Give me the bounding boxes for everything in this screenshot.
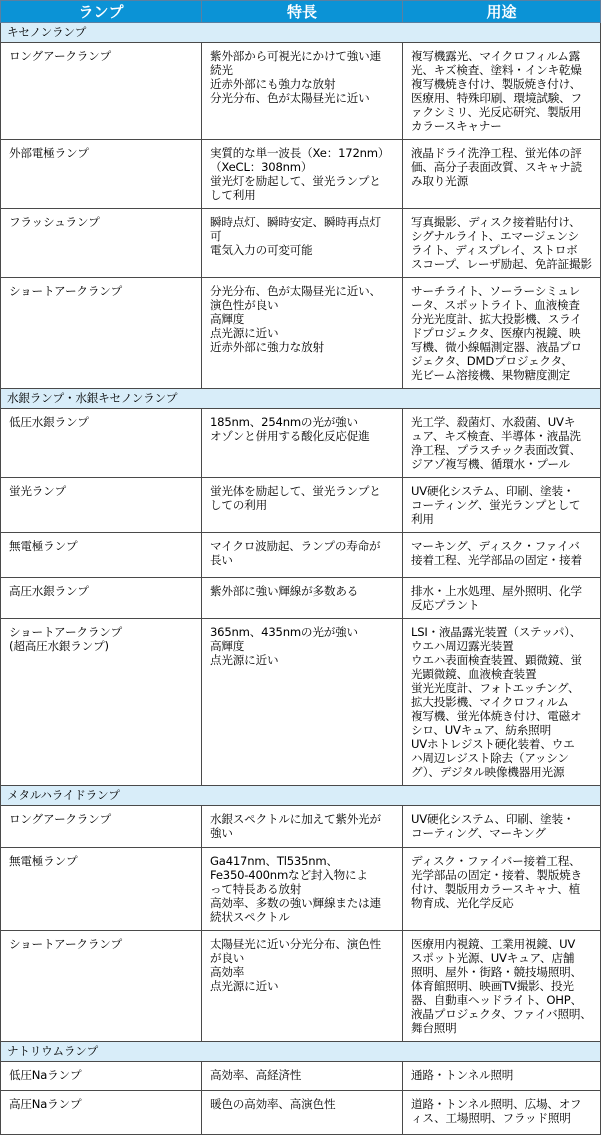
use-cell xyxy=(403,478,601,533)
feature-cell xyxy=(202,533,403,578)
use-cell-line: み取り光源 xyxy=(411,174,468,188)
use-cell-line: グ）、デジタル映像機器用光源 xyxy=(411,765,565,779)
feature-cell-line: （XeCL：308nm） xyxy=(210,160,313,174)
use-cell-line: 複写機露光、マイクロフィルム露 xyxy=(411,49,581,63)
use-cell-line: 価、高分子表面改質、スキャナ読 xyxy=(411,160,582,174)
lamp-cell-line: ロングアークランプ xyxy=(9,812,111,826)
use-cell-line: コーティング、マーキング xyxy=(411,826,546,840)
table-row xyxy=(1,478,601,533)
header-use: 用途 xyxy=(403,1,601,23)
lamp-cell-line: ショートアークランプ xyxy=(9,625,123,639)
table-row xyxy=(1,1091,601,1135)
use-cell-line: 反応プラント xyxy=(411,598,480,612)
feature-cell xyxy=(202,578,403,619)
section-row xyxy=(1,786,601,806)
use-cell-line: ディスク・ファイバー接着工程、 xyxy=(411,854,581,868)
lamp-cell xyxy=(1,1091,202,1135)
feature-cell-line: 水銀スペクトルに加えて紫外光が xyxy=(210,812,381,826)
use-cell-line: 分光光度計、拡大投影機、スライ xyxy=(411,312,582,326)
feature-cell xyxy=(202,278,403,389)
table-row xyxy=(1,848,601,931)
lamp-cell-line: フラッシュランプ xyxy=(9,215,100,229)
use-cell-line: マーキング、ディスク・ファイバ xyxy=(411,539,580,553)
feature-cell xyxy=(202,209,403,278)
use-cell xyxy=(403,1062,601,1091)
use-cell-line: 複写機焼き付け、製版焼き付け、 xyxy=(411,77,581,91)
lamp-cell-line: 無電極ランプ xyxy=(9,539,78,553)
table-row xyxy=(1,619,601,786)
use-cell-line: 器、自動車ヘッドライト、OHP、 xyxy=(411,993,582,1007)
use-cell-line: 浄工程、プラスチック表面改質、 xyxy=(411,443,581,457)
use-cell-line: ァクシミリ、光反応研究、製版用 xyxy=(411,105,582,119)
feature-cell xyxy=(202,806,403,848)
use-cell-line: ハ周辺レジスト除去（アッシン xyxy=(411,751,569,765)
lamp-cell-line: 無電極ランプ xyxy=(9,854,78,868)
lamp-cell-line: ショートアークランプ xyxy=(9,937,123,951)
feature-cell-line: 近赤外部にも強力な放射 xyxy=(210,77,336,91)
feature-cell xyxy=(202,1062,403,1091)
use-cell-line: 液晶プロジェクタ、ファイバ照明、 xyxy=(411,1007,592,1021)
use-cell-line: ィス、工場照明、フラッド照明 xyxy=(411,1111,571,1125)
table-row xyxy=(1,278,601,389)
use-cell-line: サーチライト、ソーラーシミュレ xyxy=(411,284,581,298)
feature-cell-line: Fe350-400nmなど封入物によ xyxy=(210,868,368,882)
use-cell-line: 照明、屋外・街路・競技場照明、 xyxy=(411,965,582,979)
lamp-cell-line: 低圧Naランプ xyxy=(9,1068,82,1082)
use-cell-line: 医療用、特殊印刷、環境試験、フ xyxy=(411,91,582,105)
use-cell-line: 付け、製版用カラースキャナ、植 xyxy=(411,882,581,896)
use-cell xyxy=(403,533,601,578)
use-cell-line: LSI・液晶露光装置（ステッパ）、 xyxy=(411,625,582,639)
lamp-cell xyxy=(1,209,202,278)
lamp-cell-line: (超高圧水銀ランプ) xyxy=(9,639,109,653)
feature-cell-line: 続光 xyxy=(210,63,233,77)
use-cell xyxy=(403,848,601,931)
table-row xyxy=(1,931,601,1042)
feature-cell xyxy=(202,1091,403,1135)
use-cell-line: 光ビーム溶接機、果物糖度測定 xyxy=(411,368,571,382)
feature-cell-line: 太陽昼光に近い分光分布、演色性 xyxy=(210,937,381,951)
header-row xyxy=(1,1,601,23)
use-cell-line: ウエハ表面検査装置、顕微鏡、蛍 xyxy=(411,653,582,667)
feature-cell-line: 蛍光体を励起して、蛍光ランプと xyxy=(210,484,381,498)
use-cell xyxy=(403,140,601,209)
lamp-cell xyxy=(1,578,202,619)
use-cell-line: スポット光源、UVキュア、店舗 xyxy=(411,951,575,965)
header-feature: 特長 xyxy=(202,1,403,23)
table-row xyxy=(1,533,601,578)
feature-cell-line: 蛍光灯を励起して、蛍光ランプと xyxy=(210,174,381,188)
feature-cell xyxy=(202,478,403,533)
use-cell-line: ジェクタ、DMDプロジェクタ、 xyxy=(411,354,573,368)
feature-cell-line: 演色性が良い xyxy=(210,298,279,312)
use-cell xyxy=(403,278,601,389)
lamp-cell-line: ロングアークランプ xyxy=(9,49,111,63)
use-cell-line: UVホトレジスト硬化装着、ウエ xyxy=(411,737,575,751)
use-cell-line: 利用 xyxy=(411,512,434,526)
use-cell-line: スコープ、レーザ励起、免許証撮影 xyxy=(411,257,592,271)
feature-cell-line: 電気入力の可変可能 xyxy=(210,243,313,257)
lamp-cell xyxy=(1,478,202,533)
feature-cell-line: して利用 xyxy=(210,188,256,202)
lamp-cell-line: 蛍光ランプ xyxy=(9,484,66,498)
lamp-cell xyxy=(1,1062,202,1091)
use-cell-line: カラースキャナー xyxy=(411,119,502,133)
lamp-cell xyxy=(1,931,202,1042)
use-cell-line: 写真撮影、ディスク接着貼付け、 xyxy=(411,215,581,229)
use-cell-line: 接着工程、光学部品の固定・接着 xyxy=(411,553,582,567)
use-cell xyxy=(403,619,601,786)
feature-cell-line: 365nm、435nmの光が強い xyxy=(210,625,358,639)
use-cell-line: 拡大投影機、マイクロフィルム xyxy=(411,695,569,709)
feature-cell-line: 点光源に近い xyxy=(210,326,279,340)
feature-cell-line: 点光源に近い xyxy=(210,979,279,993)
use-cell-line: 光顕微鏡、血液検査装置 xyxy=(411,667,537,681)
feature-cell-line: 高輝度 xyxy=(210,312,245,326)
feature-cell-line: 強い xyxy=(210,826,233,840)
lamp-cell-line: 低圧水銀ランプ xyxy=(9,415,89,429)
feature-cell-line: 可 xyxy=(210,229,222,243)
use-cell xyxy=(403,1091,601,1135)
table-row xyxy=(1,578,601,619)
lamp-cell-line: ショートアークランプ xyxy=(9,284,123,298)
use-cell-line: 通路・トンネル照明 xyxy=(411,1068,514,1082)
use-cell-line: 体育館照明、映画TV撮影、投光 xyxy=(411,979,574,993)
feature-cell xyxy=(202,848,403,931)
table-row xyxy=(1,43,601,140)
lamp-cell-line: 高圧Naランプ xyxy=(9,1097,82,1111)
feature-cell-line: Ga417nm、Tl535nm、 xyxy=(210,854,338,868)
lamp-cell xyxy=(1,533,202,578)
section-row xyxy=(1,389,601,409)
feature-cell-line: マイクロ波励起、ランプの寿命が xyxy=(210,539,381,553)
feature-cell-line: 高効率、多数の強い輝線または連 xyxy=(210,896,381,910)
feature-cell xyxy=(202,140,403,209)
use-cell-line: 蛍光光度計、フォトエッチング、 xyxy=(411,681,580,695)
feature-cell xyxy=(202,619,403,786)
feature-cell-line: しての利用 xyxy=(210,498,267,512)
use-cell-line: ータ、スポットライト、血液検査 xyxy=(411,298,580,312)
feature-cell-line: 長い xyxy=(210,553,233,567)
lamp-cell xyxy=(1,848,202,931)
section-title: メタルハライドランプ xyxy=(1,786,601,806)
use-cell xyxy=(403,409,601,478)
use-cell xyxy=(403,43,601,140)
feature-cell-line: 高輝度 xyxy=(210,639,245,653)
use-cell xyxy=(403,578,601,619)
use-cell-line: 排水・上水処理、屋外照明、化学 xyxy=(411,584,582,598)
use-cell xyxy=(403,209,601,278)
feature-cell-line: 分光分布、色が太陽昼光に近い xyxy=(210,91,370,105)
feature-cell-line: 続状スペクトル xyxy=(210,910,290,924)
use-cell-line: ドプロジェクタ、医療内視鏡、映 xyxy=(411,326,581,340)
lamp-cell-line: 外部電極ランプ xyxy=(9,146,89,160)
section-title: ナトリウムランプ xyxy=(1,1042,601,1062)
section-row xyxy=(1,1042,601,1062)
use-cell-line: ュア、キズ検査、半導体・液晶洗 xyxy=(411,429,581,443)
lamp-cell xyxy=(1,619,202,786)
feature-cell-line: 近赤外部に強力な放射 xyxy=(210,340,324,354)
feature-cell xyxy=(202,43,403,140)
lamp-cell xyxy=(1,278,202,389)
feature-cell xyxy=(202,409,403,478)
use-cell-line: 写機、微小線幅測定器、液晶プロ xyxy=(411,340,582,354)
table-row xyxy=(1,209,601,278)
use-cell-line: 光、キズ検査、塗料・インキ乾燥 xyxy=(411,63,582,77)
feature-cell-line: 高効率 xyxy=(210,965,245,979)
section-title: キセノンランプ xyxy=(1,23,601,43)
table-row xyxy=(1,140,601,209)
feature-cell-line: 暖色の高効率、高演色性 xyxy=(210,1097,336,1111)
use-cell xyxy=(403,806,601,848)
use-cell-line: 舞台照明 xyxy=(411,1021,457,1035)
feature-cell-line: 点光源に近い xyxy=(210,653,279,667)
feature-cell-line: オゾンと併用する酸化反応促進 xyxy=(210,429,370,443)
table-body xyxy=(1,23,601,1135)
header-lamp: ランプ xyxy=(1,1,202,23)
use-cell-line: コーティング、蛍光ランプとして xyxy=(411,498,581,512)
section-title: 水銀ランプ・水銀キセノンランプ xyxy=(1,389,601,409)
use-cell-line: ウエハ周辺露光装置 xyxy=(411,639,514,653)
use-cell-line: 液晶ドライ洗浄工程、蛍光体の評 xyxy=(411,146,582,160)
feature-cell xyxy=(202,931,403,1042)
use-cell-line: UV硬化システム、印刷、塗装・ xyxy=(411,812,575,826)
use-cell-line: 医療用内視鏡、工業用視鏡、UV xyxy=(411,937,576,951)
use-cell xyxy=(403,931,601,1042)
feature-cell-line: 紫外部に強い輝線が多数ある xyxy=(210,584,359,598)
lamp-cell xyxy=(1,806,202,848)
table-row xyxy=(1,1062,601,1091)
feature-cell-line: って特長ある放射 xyxy=(210,882,302,896)
lamp-cell-line: 高圧水銀ランプ xyxy=(9,584,89,598)
lamp-cell xyxy=(1,409,202,478)
feature-cell-line: 紫外部から可視光にかけて強い連 xyxy=(210,49,381,63)
use-cell-line: UV硬化システム、印刷、塗装・ xyxy=(411,484,575,498)
lamp-cell xyxy=(1,140,202,209)
use-cell-line: 光工学、殺菌灯、水殺菌、UVキ xyxy=(411,415,576,429)
use-cell-line: ジアゾ複写機、循環水・プール xyxy=(411,457,570,471)
use-cell-line: 道路・トンネル照明、広場、オフ xyxy=(411,1097,582,1111)
use-cell-line: 物育成、光化学反応 xyxy=(411,896,514,910)
feature-cell-line: 分光分布、色が太陽昼光に近い、 xyxy=(210,284,381,298)
use-cell-line: 複写機、蛍光体焼き付け、電磁オ xyxy=(411,709,582,723)
feature-cell-line: 瞬時点灯、瞬時安定、瞬時再点灯 xyxy=(210,215,381,229)
feature-cell-line: 実質的な単一波長（Xe：172nm） xyxy=(210,146,390,160)
use-cell-line: シグナルライト、エマージェンシ xyxy=(411,229,579,243)
use-cell-line: ライト、ディスプレイ、ストロボ xyxy=(411,243,578,257)
table-row xyxy=(1,806,601,848)
feature-cell-line: 185nm、254nmの光が強い xyxy=(210,415,358,429)
feature-cell-line: が良い xyxy=(210,951,245,965)
section-row xyxy=(1,23,601,43)
feature-cell-line: 高効率、高経済性 xyxy=(210,1068,302,1082)
use-cell-line: 光学部品の固定・接着、製版焼き xyxy=(411,868,582,882)
table-row xyxy=(1,409,601,478)
lamp-cell xyxy=(1,43,202,140)
use-cell-line: シロ、UVキュア、紡糸照明 xyxy=(411,723,551,737)
